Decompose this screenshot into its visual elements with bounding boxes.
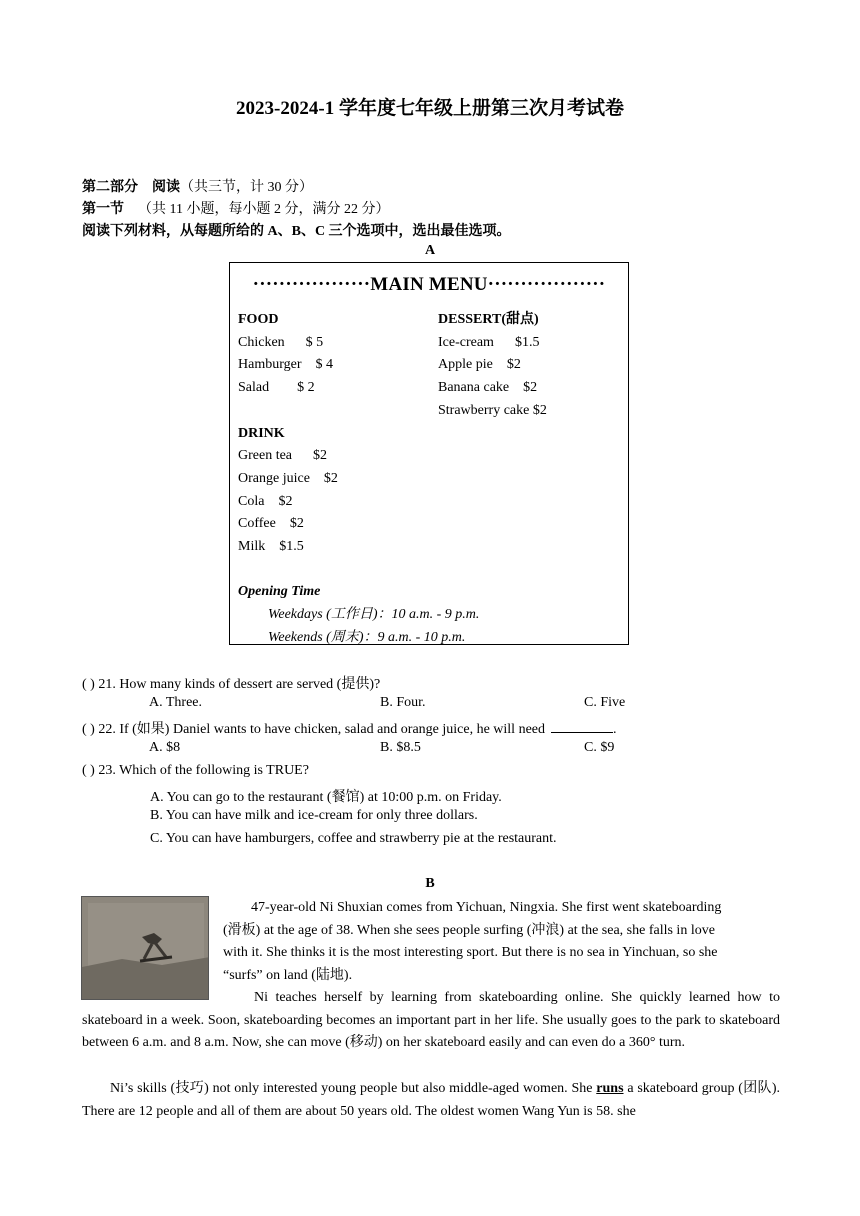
menu-item: Ice-cream $1.5 bbox=[438, 334, 540, 350]
section-heading bbox=[82, 198, 389, 218]
exam-title: 2023-2024-1 学年度七年级上册第三次月考试卷 bbox=[236, 98, 624, 119]
underlined-word: runs bbox=[596, 1081, 624, 1096]
skateboarder-photo-image bbox=[82, 897, 209, 1000]
answer-blank bbox=[551, 720, 613, 733]
passage-b-para1 bbox=[223, 897, 780, 987]
part-heading bbox=[82, 176, 313, 196]
skateboarder-photo bbox=[81, 896, 209, 1000]
para1-line1: 47-year-old Ni Shuxian comes from Yichuan, Ningxia. She first went skateboarding bbox=[251, 900, 722, 915]
option-23c: C. You can have hamburgers, coffee and strawberry pie at the restaurant. bbox=[150, 831, 557, 846]
option-22a: A. $8 bbox=[149, 740, 181, 755]
menu-item: Coffee $2 bbox=[238, 516, 304, 532]
question-22-stem: ( ) 22. If (如果) Daniel wants to have chicken, salad and orange juice, he will need bbox=[82, 722, 545, 737]
menu-item: Banana cake $2 bbox=[438, 380, 538, 396]
option-23a: A. You can go to the restaurant (餐馆) at 10:00 p.m. on Friday. bbox=[150, 790, 502, 805]
menu-item: Salad $ 2 bbox=[238, 380, 315, 396]
menu-item: Orange juice $2 bbox=[238, 470, 338, 486]
section-label: 第一节 bbox=[82, 202, 124, 217]
menu-item: Chicken $ 5 bbox=[238, 334, 324, 350]
para1-line2: (滑板) at the age of 38. When she sees people surfing (冲浪) at the sea, she falls in love bbox=[223, 922, 715, 938]
para1-line3: with it. She thinks it is the most interesting sport. But there is no sea in Yinchuan, so she bbox=[223, 945, 718, 961]
section-note: （共 11 小题，每小题 2 分，满分 22 分） bbox=[138, 202, 390, 217]
question-22 bbox=[82, 718, 617, 738]
opening-time-header: Opening Time bbox=[238, 584, 321, 600]
drink-header: DRINK bbox=[238, 425, 285, 441]
menu-heading: ··················MAIN MENU·················· bbox=[252, 274, 606, 295]
passage-b-para3 bbox=[82, 1078, 780, 1123]
para3-start: Ni’s skills (技巧) not only interested young people but also middle-aged women. She bbox=[110, 1081, 597, 1096]
menu-right-column bbox=[438, 309, 547, 423]
menu-item: Apple pie $2 bbox=[438, 357, 521, 373]
question-22-tail: . bbox=[613, 722, 617, 737]
dessert-header: DESSERT(甜点) bbox=[438, 312, 539, 327]
passage-b-para2: Ni teaches herself by learning from skateboarding online. She quickly learned how to skateboard in a week. Soon, skateboarding becomes an important part in her life. She usually goes to the park to skateboard between 6 a.m. and 8 a.m. Now, she can move (移动) on her skateboard easily and can even do a 360° turn. bbox=[82, 990, 780, 1051]
para1-line4: “surfs” on land (陆地). bbox=[223, 967, 353, 983]
menu-item: Cola $2 bbox=[238, 493, 293, 509]
question-23: ( ) 23. Which of the following is TRUE? bbox=[82, 763, 309, 778]
menu-item: Milk $1.5 bbox=[238, 539, 304, 555]
option-21a: A. Three. bbox=[149, 695, 202, 710]
weekends-hours: Weekends (周末)：9 a.m. - 10 p.m. bbox=[268, 629, 466, 645]
passage-a-label: A bbox=[424, 243, 436, 258]
part-label: 第二部分 阅读 bbox=[82, 180, 180, 195]
food-header: FOOD bbox=[238, 312, 279, 327]
menu-item: Hamburger $ 4 bbox=[238, 357, 333, 373]
menu-item: Green tea $2 bbox=[238, 448, 328, 464]
option-21c: C. Five bbox=[584, 695, 626, 710]
question-21: ( ) 21. How many kinds of dessert are served (提供)? bbox=[82, 677, 381, 692]
menu-box bbox=[229, 262, 629, 645]
para3-end: a skateboard group (团队). There are 12 people and all of them are about 50 years old. The oldest women Wang Yun is 58. she bbox=[82, 1081, 781, 1119]
weekdays-hours: Weekdays (工作日)：10 a.m. - 9 p.m. bbox=[268, 607, 480, 623]
option-21b: B. Four. bbox=[380, 695, 426, 710]
instruction: 阅读下列材料，从每题所给的 A、B、C 三个选项中，选出最佳选项。 bbox=[82, 224, 511, 239]
passage-b-label: B bbox=[425, 876, 435, 891]
part-note: （共三节，计 30 分） bbox=[180, 180, 313, 195]
option-22c: C. $9 bbox=[584, 740, 615, 755]
option-23b: B. You can have milk and ice-cream for only three dollars. bbox=[150, 808, 478, 823]
option-22b: B. $8.5 bbox=[380, 740, 421, 755]
menu-item: Strawberry cake $2 bbox=[438, 402, 547, 418]
